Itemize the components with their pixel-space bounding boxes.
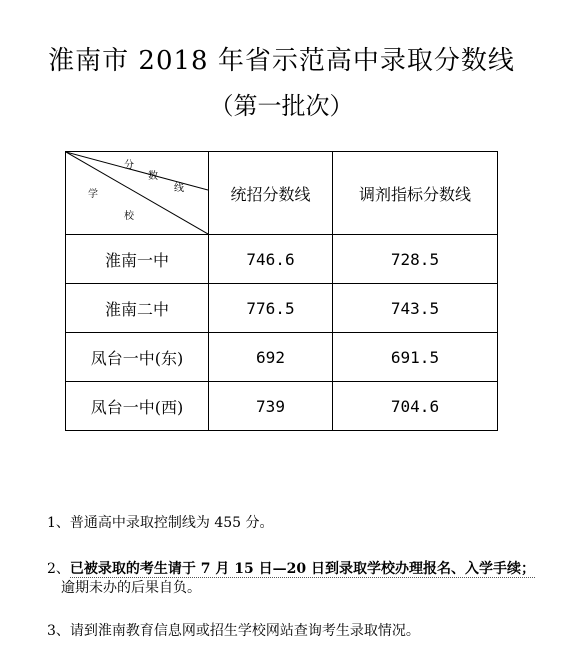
corner-char: 学 bbox=[88, 189, 98, 200]
adjust-score: 704.6 bbox=[333, 382, 498, 431]
regular-score: 746.6 bbox=[209, 235, 333, 284]
score-table bbox=[65, 151, 498, 431]
regular-score: 739 bbox=[209, 382, 333, 431]
school-name: 凤台一中(西) bbox=[66, 382, 209, 431]
corner-char: 数 bbox=[148, 171, 158, 182]
school-name: 淮南二中 bbox=[66, 284, 209, 333]
note-2-number: 2、 bbox=[47, 561, 70, 577]
table-row bbox=[66, 382, 498, 431]
school-name: 凤台一中(东) bbox=[66, 333, 209, 382]
page-subtitle: （第一批次） bbox=[209, 92, 354, 120]
regular-score: 692 bbox=[209, 333, 333, 382]
table-row bbox=[66, 235, 498, 284]
adjust-score: 691.5 bbox=[333, 333, 498, 382]
adjust-score: 728.5 bbox=[333, 235, 498, 284]
header-regular: 统招分数线 bbox=[209, 152, 333, 235]
school-name: 淮南一中 bbox=[66, 235, 209, 284]
table-row bbox=[66, 284, 498, 333]
note-1: 1、普通高中录取控制线为 455 分。 bbox=[47, 515, 274, 531]
table-header-row bbox=[66, 152, 498, 235]
regular-score: 776.5 bbox=[209, 284, 333, 333]
adjust-score: 743.5 bbox=[333, 284, 498, 333]
corner-char: 分 bbox=[124, 160, 134, 171]
note-2-bold-text: 已被录取的考生请于 7 月 15 日—20 日到录取学校办理报名、入学手续； bbox=[69, 561, 535, 577]
page-title: 淮南市 2018 年省示范高中录取分数线 bbox=[48, 46, 515, 76]
corner-char: 校 bbox=[124, 211, 134, 222]
note-3: 3、请到淮南教育信息网或招生学校网站查询考生录取情况。 bbox=[47, 623, 420, 639]
note-2 bbox=[47, 560, 563, 598]
note-2-rest-text: 逾期未办的后果自负。 bbox=[61, 580, 201, 596]
corner-char: 线 bbox=[174, 183, 184, 194]
table-row bbox=[66, 333, 498, 382]
header-adjust: 调剂指标分数线 bbox=[333, 152, 498, 235]
diagonal-header-cell bbox=[66, 152, 209, 235]
